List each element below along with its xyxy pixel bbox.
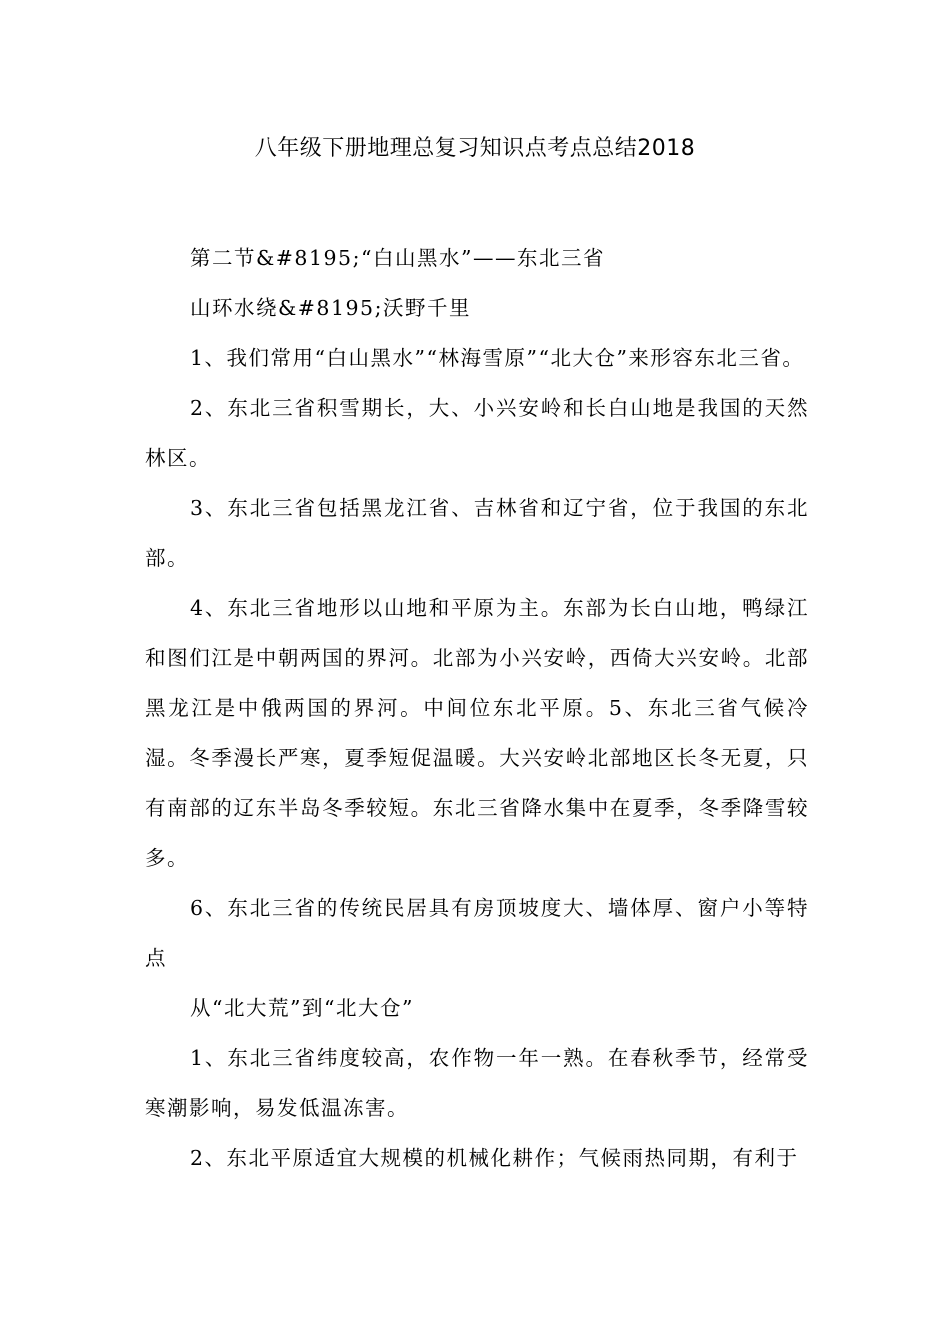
- paragraph: 1、我们常用“白山黑水”“林海雪原”“北大仓”来形容东北三省。: [190, 346, 805, 370]
- paragraph: 2、东北三省积雪期长，大、小兴安岭和长白山地是我国的天然林区。: [145, 396, 809, 470]
- document-body: [145, 233, 809, 1183]
- document-title: 八年级下册地理总复习知识点考点总结2018: [254, 136, 696, 161]
- paragraph: 6、东北三省的传统民居具有房顶坡度大、墙体厚、窗户小等特点: [145, 896, 809, 970]
- paragraph: 1、东北三省纬度较高，农作物一年一熟。在春秋季节，经常受寒潮影响，易发低温冻害。: [145, 1046, 809, 1120]
- paragraph: 3、东北三省包括黑龙江省、吉林省和辽宁省，位于我国的东北部。: [145, 496, 809, 570]
- section-heading: 第二节&#8195;“白山黑水”——东北三省: [190, 246, 605, 270]
- paragraph: 4、东北三省地形以山地和平原为主。东部为长白山地，鸭绿江和图们江是中朝两国的界河。北部为小兴安岭，西倚大兴安岭。北部黑龙江是中俄两国的界河。中间位东北平原。5、东北三省气候冷湿。冬季漫长严寒，夏季短促温暖。大兴安岭北部地区长冬无夏，只有南部的辽东半岛冬季较短。东北三省降水集中在夏季，冬季降雪较多。: [145, 596, 809, 870]
- subsection-heading: 从“北大荒”到“北大仓”: [190, 996, 414, 1020]
- paragraph: 2、东北平原适宜大规模的机械化耕作；气候雨热同期，有利于: [190, 1146, 799, 1170]
- subsection-heading: 山环水绕&#8195;沃野千里: [190, 296, 472, 320]
